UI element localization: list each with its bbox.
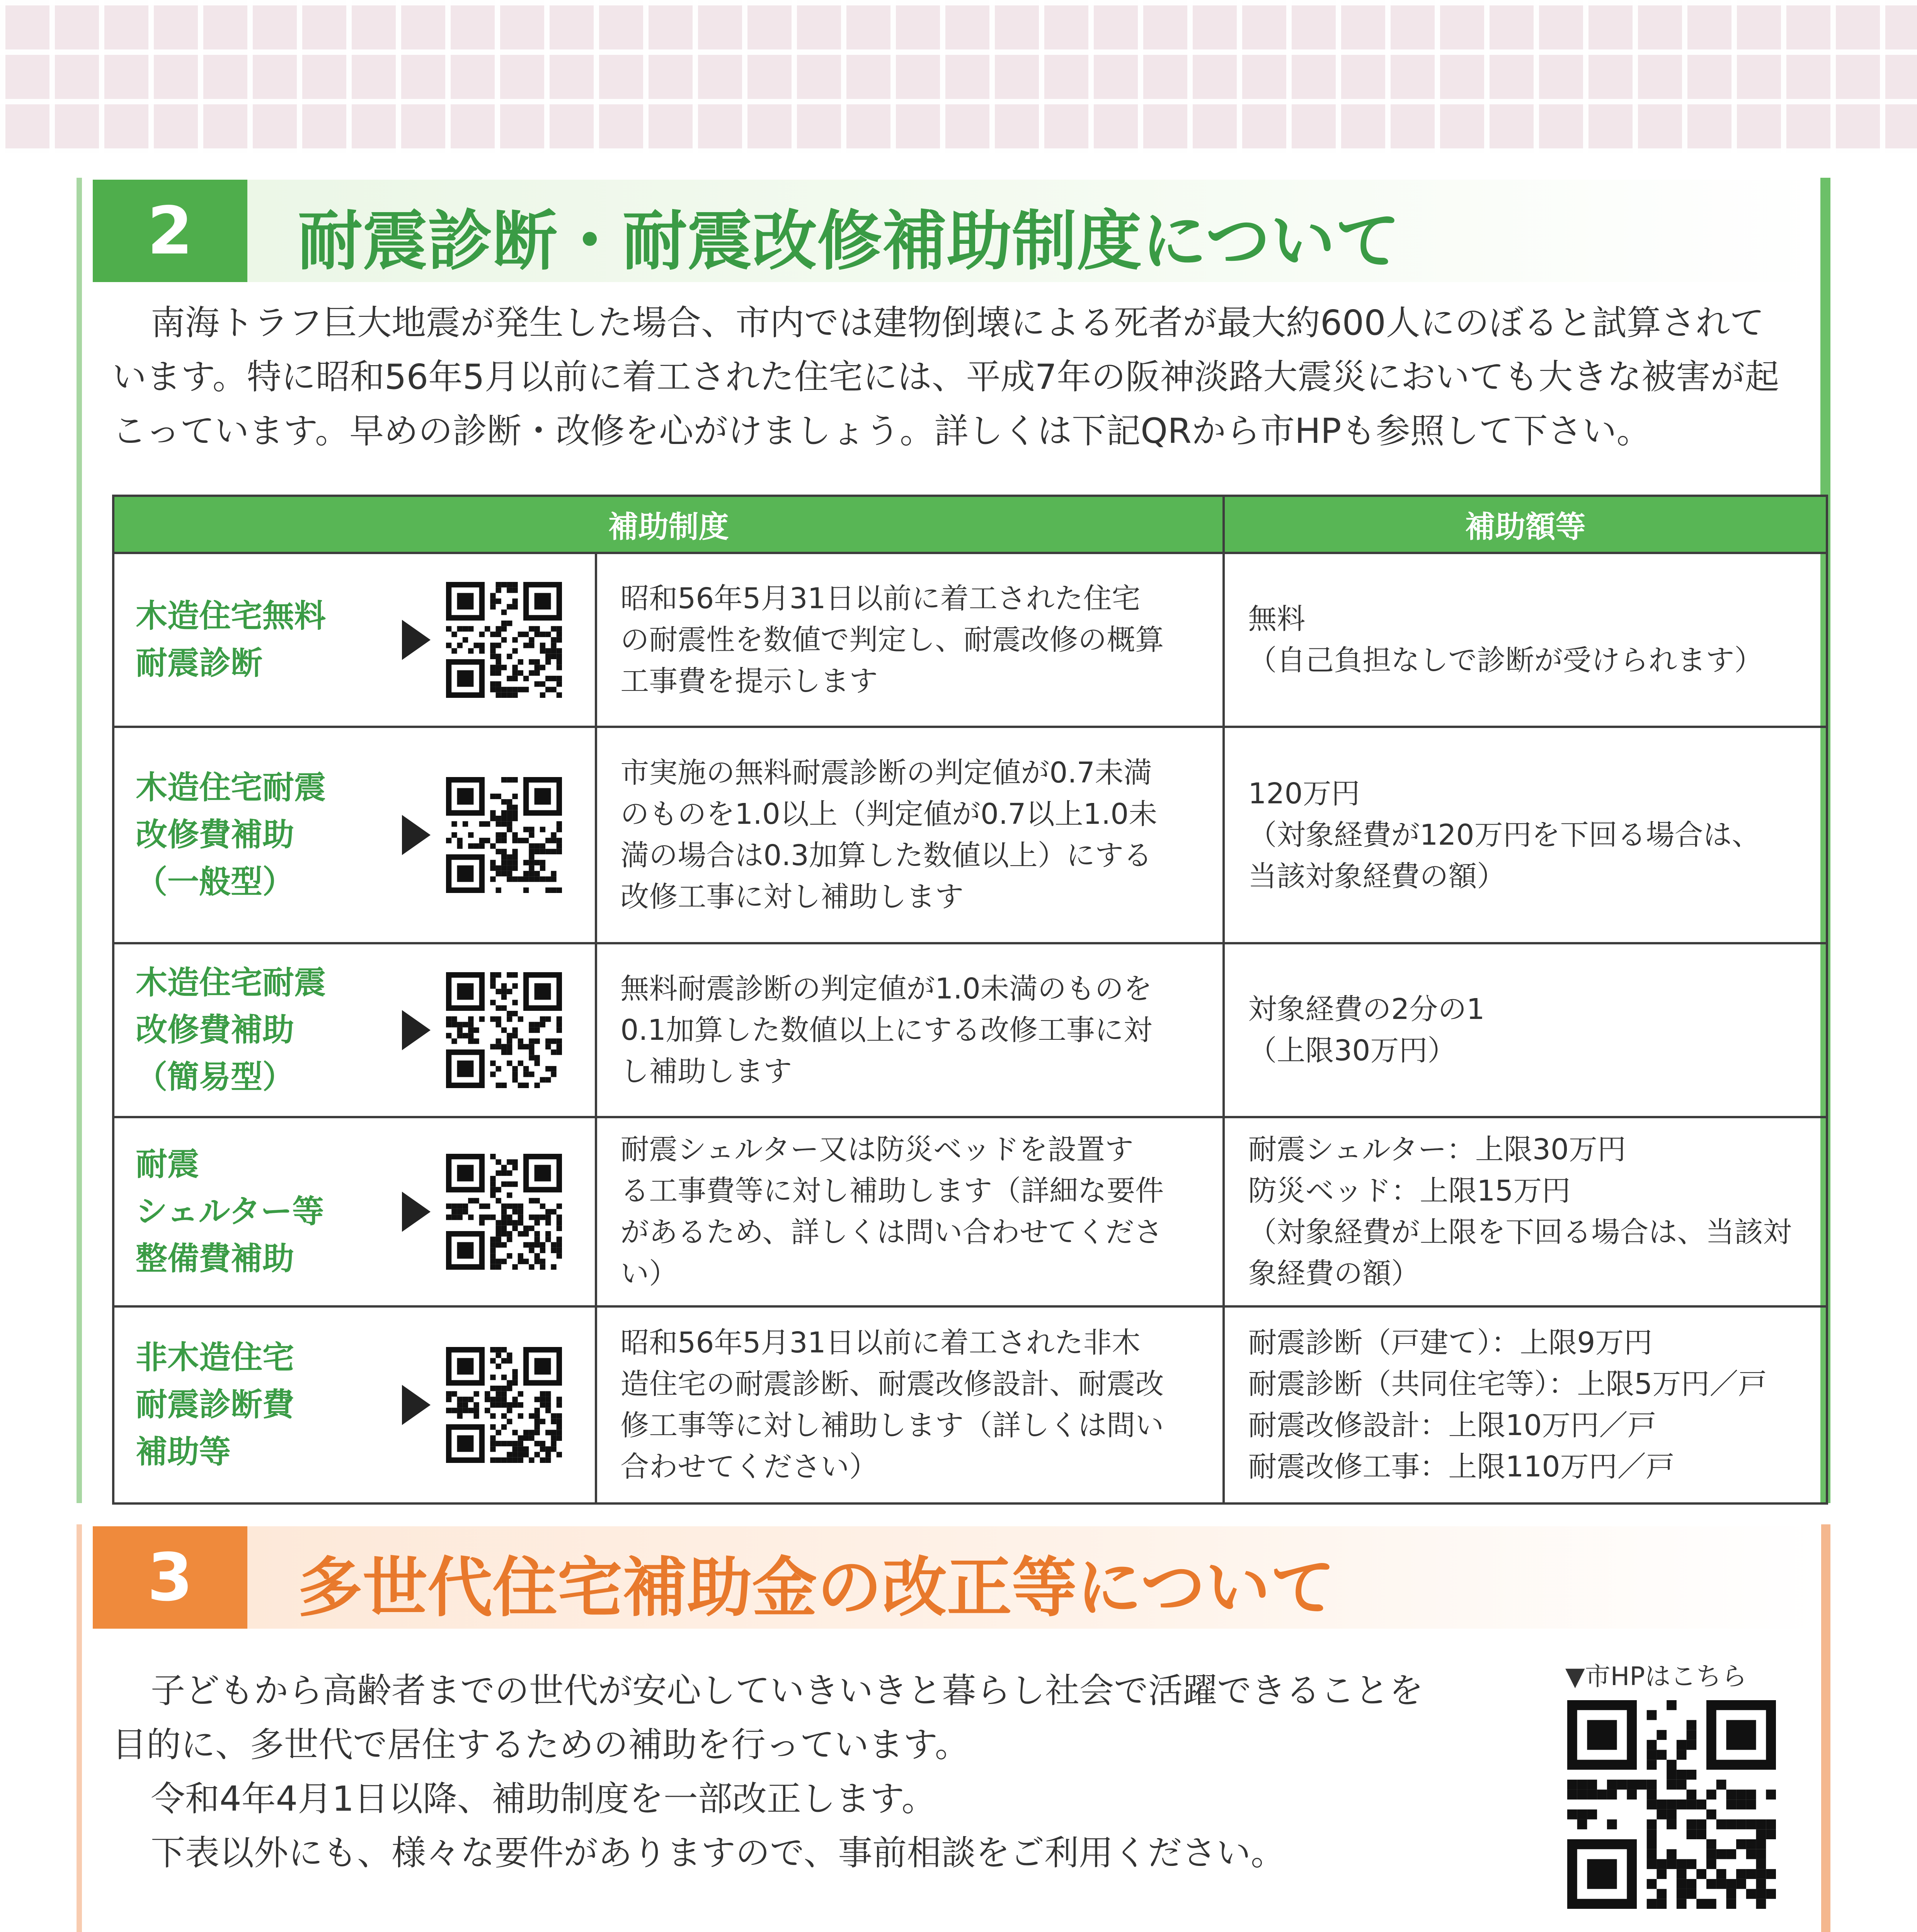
qr-code-icon[interactable] bbox=[1567, 1700, 1776, 1909]
arrow-right-icon bbox=[402, 1010, 431, 1050]
arrow-right-icon bbox=[402, 1385, 431, 1425]
section3-number: 3 bbox=[93, 1526, 247, 1629]
header-subsidy-amount: 補助額等 bbox=[1224, 496, 1827, 553]
qr-code-icon[interactable] bbox=[446, 1347, 562, 1463]
header-subsidy-system: 補助制度 bbox=[113, 496, 1224, 553]
program-description: 昭和56年5月31日以前に着工された住宅 の耐震性を数値で判定し、耐震改修の概算 工事費を提示します bbox=[596, 553, 1224, 727]
program-description: 昭和56年5月31日以前に着工された非木 造住宅の耐震診断、耐震改修設計、耐震改 修工事等に対し補助します（詳しくは問い 合わせてください） bbox=[596, 1306, 1224, 1503]
program-amount: 無料 （自己負担なしで診断が受けられます） bbox=[1224, 553, 1827, 727]
arrow-right-icon bbox=[402, 815, 431, 855]
program-qr-cell bbox=[402, 943, 596, 1117]
arrow-right-icon bbox=[402, 1192, 431, 1232]
section3-intro-line-3: 令和4年4月1日以降、補助制度を一部改正します。 bbox=[151, 1779, 936, 1819]
section2-intro-line-1: 南海トラフ巨大地震が発生した場合、市内では建物倒壊による死者が最大約600人にのぼると試算されて bbox=[151, 303, 1764, 343]
program-qr-cell bbox=[402, 1117, 596, 1306]
section2-title: 耐震診断・耐震改修補助制度について bbox=[298, 203, 1400, 279]
table-row bbox=[113, 727, 1827, 943]
section2-intro-line-2: います。特に昭和56年5月以前に着工された住宅には、平成7年の阪神淡路大震災においても大きな被害が起 bbox=[112, 357, 1779, 397]
table-row bbox=[113, 1306, 1827, 1503]
section3-right-rule bbox=[1821, 1524, 1830, 1932]
program-amount: 120万円 （対象経費が120万円を下回る場合は、 当該対象経費の額） bbox=[1224, 727, 1827, 943]
program-qr-cell bbox=[402, 727, 596, 943]
arrow-right-icon bbox=[402, 620, 431, 660]
section2-left-rule bbox=[77, 178, 82, 1503]
program-amount: 耐震シェルター：上限30万円 防災ベッド：上限15万円 （対象経費が上限を下回る場合は、当該対 象経費の額） bbox=[1224, 1117, 1827, 1306]
table-row bbox=[113, 553, 1827, 727]
section3-left-rule bbox=[77, 1524, 82, 1932]
section3-intro-line-1: 子どもから高齢者までの世代が安心していきいきと暮らし社会で活躍できることを bbox=[151, 1670, 1423, 1711]
program-name: 非木造住宅 耐震診断費 補助等 bbox=[113, 1306, 402, 1503]
qr-code-icon[interactable] bbox=[446, 777, 562, 893]
section3-title: 多世代住宅補助金の改正等について bbox=[298, 1550, 1335, 1626]
program-name: 耐震 シェルター等 整備費補助 bbox=[113, 1117, 402, 1306]
seismic-subsidy-table bbox=[112, 495, 1828, 1505]
qr-code-icon[interactable] bbox=[446, 1154, 562, 1270]
section3-intro-line-2: 目的に、多世代で居住するための補助を行っています。 bbox=[112, 1725, 969, 1765]
qr-code-icon[interactable] bbox=[446, 582, 562, 698]
program-name: 木造住宅耐震 改修費補助 （一般型） bbox=[113, 727, 402, 943]
table-row bbox=[113, 943, 1827, 1117]
program-qr-cell bbox=[402, 553, 596, 727]
section2-number: 2 bbox=[93, 180, 247, 282]
section3-intro-line-4: 下表以外にも、様々な要件がありますので、事前相談をご利用ください。 bbox=[151, 1833, 1285, 1873]
top-decorative-band bbox=[0, 0, 1917, 153]
program-name: 木造住宅耐震 改修費補助 （簡易型） bbox=[113, 943, 402, 1117]
program-description: 無料耐震診断の判定値が1.0未満のものを 0.1加算した数値以上にする改修工事に対 し補助します bbox=[596, 943, 1224, 1117]
qr-code-icon[interactable] bbox=[446, 972, 562, 1088]
program-description: 市実施の無料耐震診断の判定値が0.7未満 のものを1.0以上（判定値が0.7以上1.0未 満の場合は0.3加算した数値以上）にする 改修工事に対し補助します bbox=[596, 727, 1224, 943]
program-amount: 対象経費の2分の1 （上限30万円） bbox=[1224, 943, 1827, 1117]
city-hp-qr-label: ▼市HPはこちら bbox=[1565, 1662, 1747, 1691]
table-row bbox=[113, 1117, 1827, 1306]
program-amount: 耐震診断（戸建て）：上限9万円 耐震診断（共同住宅等）：上限5万円／戸 耐震改修設計：上限10万円／戸 耐震改修工事：上限110万円／戸 bbox=[1224, 1306, 1827, 1503]
table-header-row bbox=[113, 496, 1827, 553]
section2-intro-line-3: こっています。早めの診断・改修を心がけましょう。詳しくは下記QRから市HPも参照して下さい。 bbox=[112, 411, 1651, 451]
program-qr-cell bbox=[402, 1306, 596, 1503]
program-name: 木造住宅無料 耐震診断 bbox=[113, 553, 402, 727]
program-description: 耐震シェルター又は防災ベッドを設置す る工事費等に対し補助します（詳細な要件 があるため、詳しくは問い合わせてくださ い） bbox=[596, 1117, 1224, 1306]
